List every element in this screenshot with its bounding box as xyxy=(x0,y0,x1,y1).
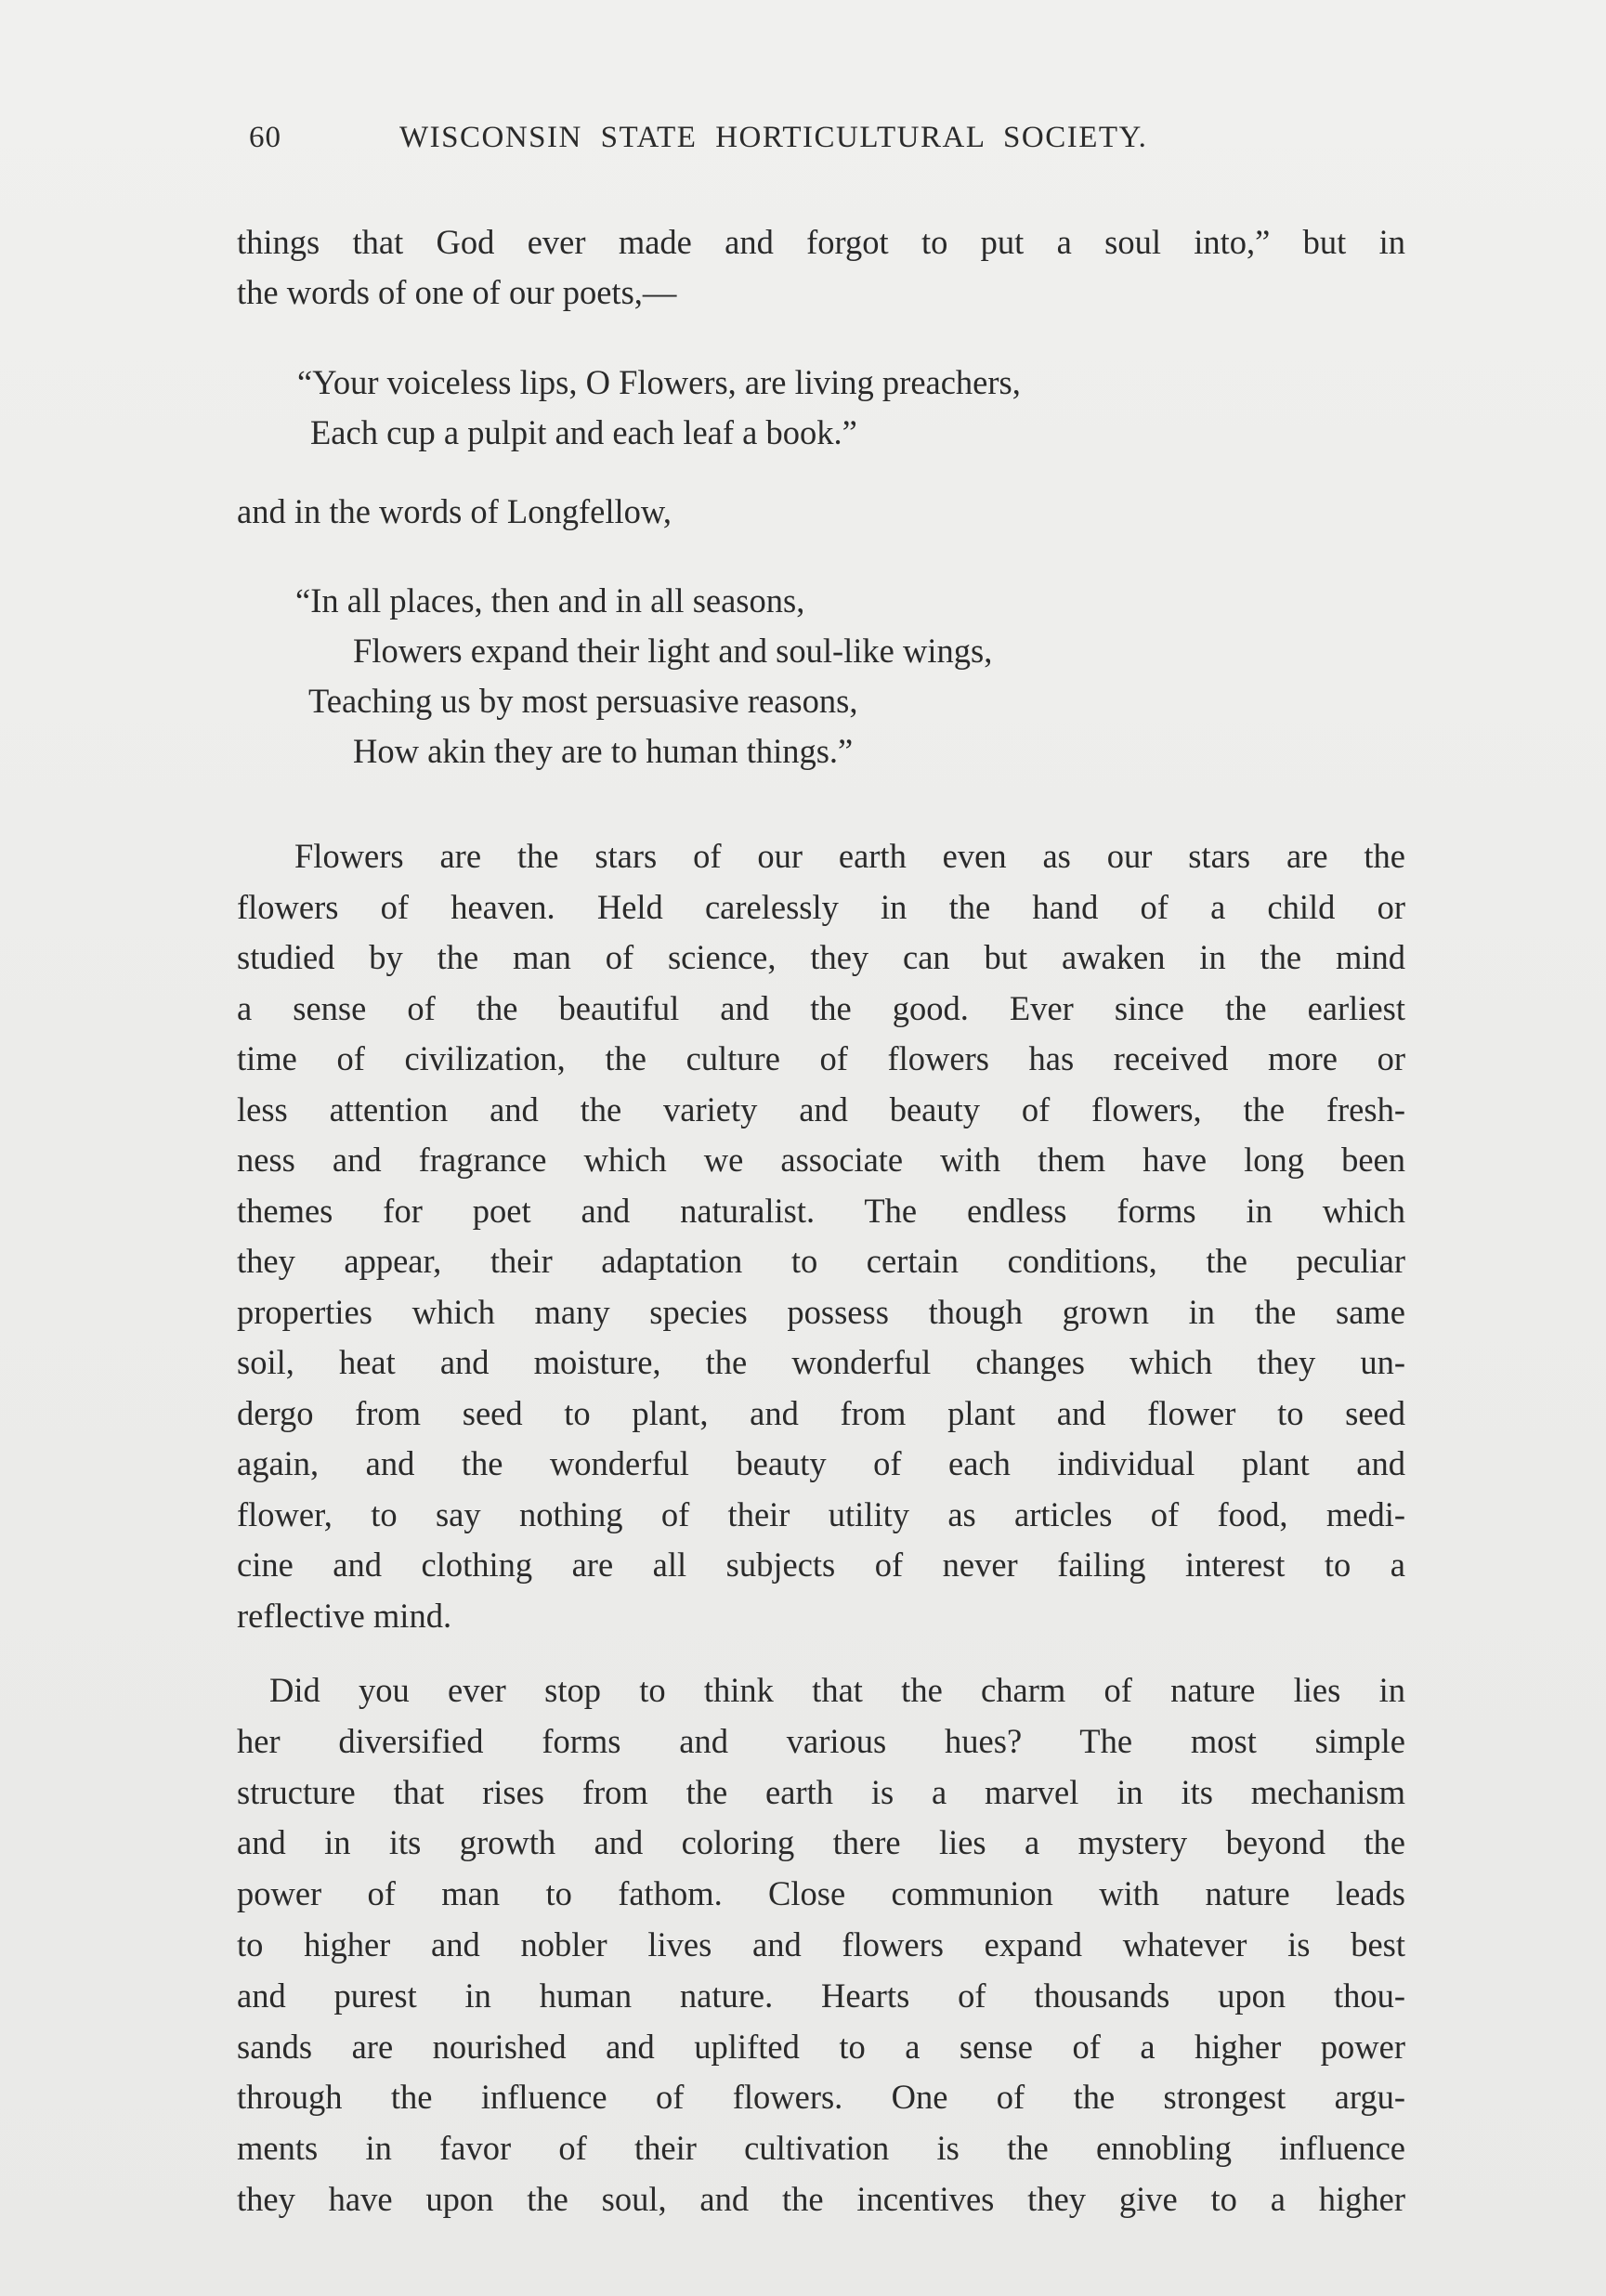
poem-line: “In all places, then and in all seasons, xyxy=(295,581,805,620)
poem-line: How akin they are to human things.” xyxy=(353,732,854,770)
text-line: ness and fragrance which we associate with them have long been xyxy=(237,1141,1405,1179)
text-line: the words of one of our poets,— xyxy=(237,273,677,311)
text-line: flower, to say nothing of their utility as articles of food, medi- xyxy=(237,1494,1405,1533)
text-line: Flowers are the stars of our earth even as our stars are the xyxy=(294,837,1405,875)
text-line: things that God ever made and forgot to put a soul into,” but in xyxy=(237,223,1405,261)
text-line: soil, heat and moisture, the wonderful changes which they un- xyxy=(237,1343,1405,1381)
text-line: her diversified forms and various hues? The most simple xyxy=(237,1721,1405,1760)
text-line: a sense of the beautiful and the good. Ever since the earliest xyxy=(237,988,1405,1027)
text-line: reflective mind. xyxy=(237,1596,452,1635)
text-line: power of man to fathom. Close communion with nature leads xyxy=(237,1874,1405,1913)
text-line: again, and the wonderful beauty of each individual plant and xyxy=(237,1444,1405,1482)
poem-quote-1 xyxy=(297,358,1021,458)
poem-line: Each cup a pulpit and each leaf a book.” xyxy=(310,413,857,451)
text-line: flowers of heaven. Held carelessly in the hand of a child or xyxy=(237,887,1405,926)
poem-line: Flowers expand their light and soul-like wings, xyxy=(353,632,993,670)
text-line: structure that rises from the earth is a marvel in its mechanism xyxy=(237,1772,1405,1811)
text-line: through the influence of flowers. One of the strongest argu- xyxy=(237,2078,1405,2117)
text-line: properties which many species possess though grown in the same xyxy=(237,1292,1405,1331)
text-line: Did you ever stop to think that the charm of nature lies in xyxy=(269,1671,1405,1709)
transition-text xyxy=(237,487,1405,537)
text-line: time of civilization, the culture of flowers has received more or xyxy=(237,1039,1405,1077)
paragraph-2 xyxy=(237,1665,1405,2225)
text-line: cine and clothing are all subjects of never failing interest to a xyxy=(237,1546,1405,1584)
text-line: they appear, their adaptation to certain conditions, the peculiar xyxy=(237,1242,1405,1280)
text-line: sands are nourished and uplifted to a sense of a higher power xyxy=(237,2027,1405,2066)
running-title: WISCONSIN STATE HORTICULTURAL SOCIETY. xyxy=(399,121,1148,154)
poem-line: “Your voiceless lips, O Flowers, are living preachers, xyxy=(297,363,1021,401)
poem-line: Teaching us by most persuasive reasons, xyxy=(308,682,858,720)
text-line: to higher and nobler lives and flowers expand whatever is best xyxy=(237,1924,1405,1963)
text-line: and in its growth and coloring there lies a mystery beyond the xyxy=(237,1823,1405,1862)
text-line: studied by the man of science, they can but awaken in the mind xyxy=(237,938,1405,976)
text-line: ments in favor of their cultivation is the ennobling influence xyxy=(237,2129,1405,2168)
text-line: and in the words of Longfellow, xyxy=(237,492,672,530)
paragraph-1 xyxy=(237,831,1405,1641)
text-line: and purest in human nature. Hearts of thousands upon thou- xyxy=(237,1976,1405,2015)
text-line: dergo from seed to plant, and from plant and flower to seed xyxy=(237,1393,1405,1432)
poem-quote-2 xyxy=(295,576,992,776)
intro-text xyxy=(237,217,1405,318)
page-number: 60 xyxy=(249,121,281,154)
text-line: themes for poet and naturalist. The endless forms in which xyxy=(237,1191,1405,1230)
running-head xyxy=(249,121,1289,167)
text-line: they have upon the soul, and the incentives they give to a higher xyxy=(237,2179,1405,2218)
text-line: less attention and the variety and beauty of flowers, the fresh- xyxy=(237,1089,1405,1128)
